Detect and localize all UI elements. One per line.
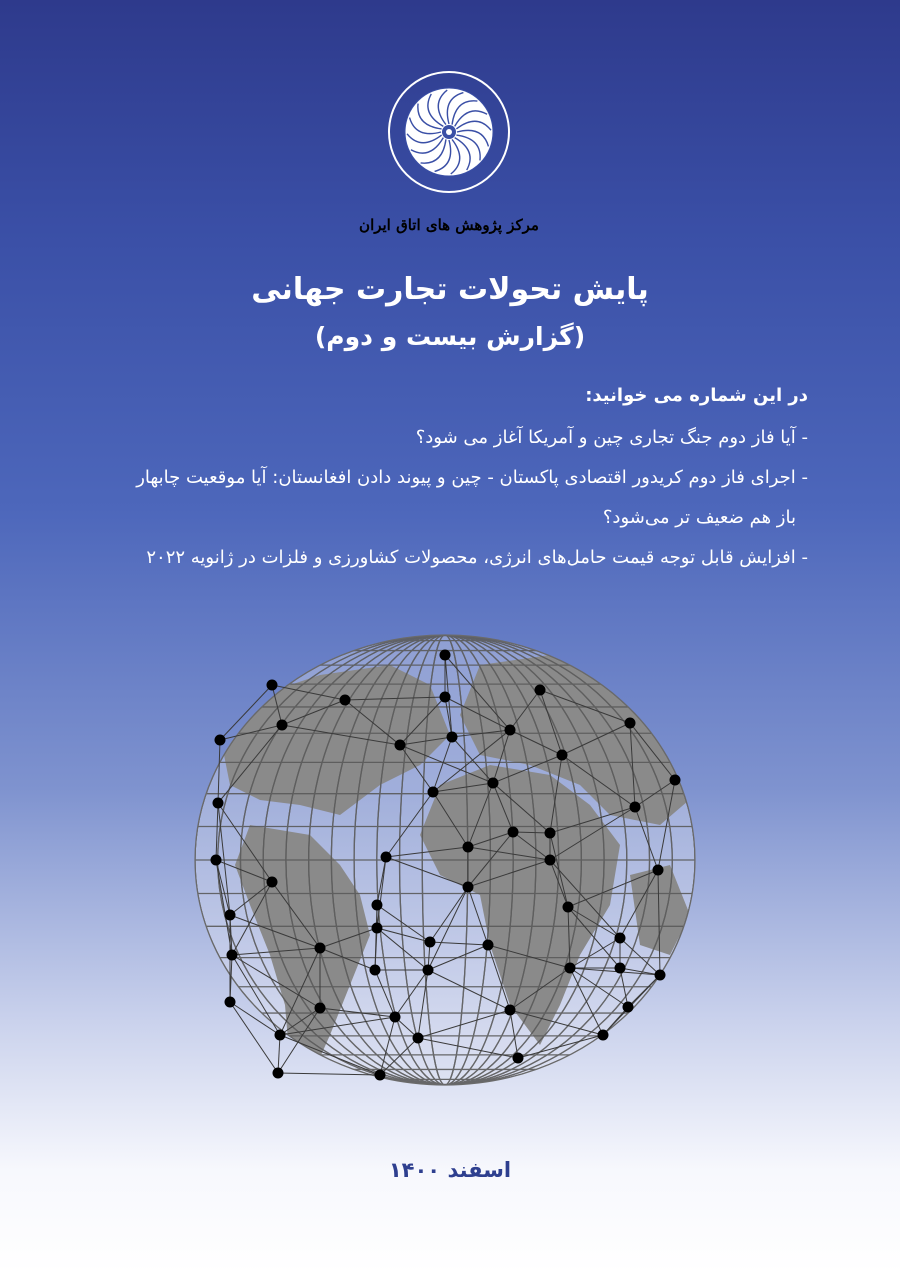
network-node-icon [545, 855, 556, 866]
network-node-icon [505, 725, 516, 736]
network-node-icon [267, 680, 278, 691]
network-node-icon [211, 855, 222, 866]
network-node-icon [598, 1030, 609, 1041]
list-item: باز هم ضعیف تر می‌شود؟ [602, 507, 796, 528]
logo-caption: مرکز پژوهش های اتاق ایران [359, 216, 539, 234]
network-node-icon [557, 750, 568, 761]
contents-list [48, 418, 808, 578]
network-node-icon [277, 720, 288, 731]
contents-section [48, 380, 808, 578]
network-node-icon [372, 923, 383, 934]
network-node-icon [670, 775, 681, 786]
chamber-emblem-icon [359, 62, 539, 252]
network-node-icon [315, 943, 326, 954]
report-subtitle: (گزارش بیست و دوم) [314, 322, 586, 351]
network-globe-icon [190, 625, 700, 1095]
network-node-icon [488, 778, 499, 789]
network-node-icon [535, 685, 546, 696]
network-node-icon [370, 965, 381, 976]
network-node-icon [227, 950, 238, 961]
report-title: پایش تحولات تجارت جهانی [251, 272, 649, 307]
network-node-icon [463, 882, 474, 893]
network-node-icon [372, 900, 383, 911]
network-node-icon [513, 1053, 524, 1064]
network-node-icon [225, 910, 236, 921]
network-node-icon [375, 1070, 386, 1081]
network-node-icon [413, 1033, 424, 1044]
contents-heading: در این شماره می خوانید: [585, 385, 808, 406]
network-node-icon [213, 798, 224, 809]
network-node-icon [655, 970, 666, 981]
network-node-icon [425, 937, 436, 948]
list-item: - اجرای فاز دوم کریدور اقتصادی پاکستان - چین و پیوند دادن افغانستان: آیا موقعیت چابهار [136, 467, 808, 488]
network-node-icon [273, 1068, 284, 1079]
list-item: - افزایش قابل توجه قیمت حامل‌های انرژی، محصولات کشاورزی و فلزات در ژانویه ۲۰۲۲ [146, 547, 808, 568]
network-node-icon [463, 842, 474, 853]
network-node-icon [483, 940, 494, 951]
network-node-icon [508, 827, 519, 838]
network-node-icon [381, 852, 392, 863]
network-node-icon [440, 650, 451, 661]
network-node-icon [615, 963, 626, 974]
list-item: - آیا فاز دوم جنگ تجاری چین و آمریکا آغاز می شود؟ [415, 427, 808, 448]
network-node-icon [275, 1030, 286, 1041]
network-node-icon [315, 1003, 326, 1014]
network-node-icon [440, 692, 451, 703]
network-node-icon [225, 997, 236, 1008]
network-node-icon [215, 735, 226, 746]
network-node-icon [565, 963, 576, 974]
network-node-icon [563, 902, 574, 913]
network-node-icon [625, 718, 636, 729]
network-node-icon [447, 732, 458, 743]
network-node-icon [623, 1002, 634, 1013]
issue-date: اسفند ۱۴۰۰ [388, 1158, 512, 1182]
network-node-icon [423, 965, 434, 976]
network-node-icon [653, 865, 664, 876]
network-node-icon [545, 828, 556, 839]
network-node-icon [615, 933, 626, 944]
network-node-icon [630, 802, 641, 813]
network-node-icon [428, 787, 439, 798]
network-node-icon [340, 695, 351, 706]
network-node-icon [505, 1005, 516, 1016]
network-node-icon [390, 1012, 401, 1023]
network-node-icon [395, 740, 406, 751]
network-node-icon [267, 877, 278, 888]
